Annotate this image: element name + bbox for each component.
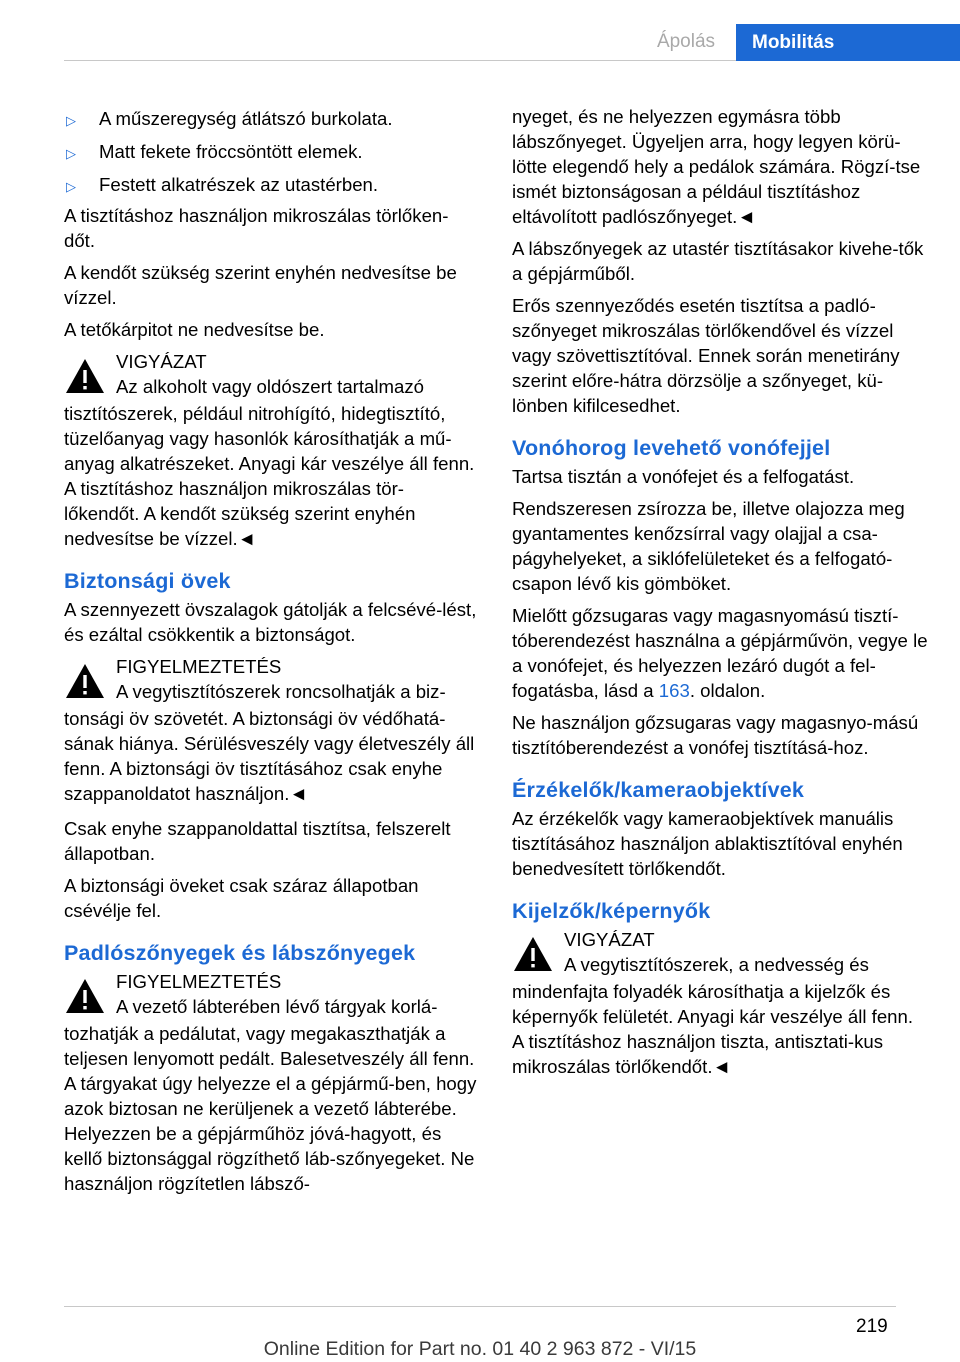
paragraph: Mielőtt gőzsugaras vagy magasnyomású tisztí-tóberendezést használna a gépjárművön, vegye le a vonófejet, és helyezzen lezáró dugót a fel-fogatásba, lásd a 163. oldalon. (512, 605, 928, 701)
triangle-bullet-icon: ▷ (66, 179, 76, 194)
paragraph: A tisztításhoz használjon mikroszálas törlőken-dőt. (64, 205, 449, 251)
paragraph: A szennyezett övszalagok gátolják a felcsévé-lést, és ezáltal csökkentik a biztonságot. (64, 599, 477, 645)
warning-text: tonsági öv szövetét. A biztonsági öv védőhatá-sának hiánya. Sérülésveszély vagy életveszély áll fenn. A biztonsági öv tisztításához csak enyhe szappanoldatot használjon.◄ (64, 708, 475, 804)
paragraph: Csak enyhe szappanoldattal tisztítsa, felszerelt állapotban. (64, 818, 451, 864)
warning-text: mindenfajta folyadék károsíthatja a kijelzők és képernyők felületét. Anyagi kár veszélye áll fenn. A tisztításhoz használjon tiszta, antisztati-kus mikroszálas törlőkendőt.◄ (512, 981, 914, 1077)
left-column (64, 104, 478, 1206)
warning-triangle-icon (64, 654, 116, 706)
warning-triangle-icon (512, 927, 564, 979)
list-item: ▷ Matt fekete fröccsöntött elemek. (64, 137, 478, 170)
warning-text: tisztítószerek, például nitrohígító, hidegtisztító, tüzelőanyag vagy hasonlók károsíthatják a mű-anyag alkatrészeket. Anyagi kár veszélye áll fenn. A tisztításhoz használjon mikroszálas tör-lőkendőt. A kendőt szükség szerint enyhén nedvesítse be vízzel.◄ (64, 403, 475, 549)
paragraph: Tartsa tisztán a vonófejet és a felfogatást. (512, 466, 855, 487)
paragraph: Erős szennyeződés esetén tisztítsa a padló-szőnyeget mikroszálas törlőkendővel és vízzel vagy szövettisztítóval. Ennek során menetirány szerint előre-hátra dörzsölje a szőnyeget, kü-lönben kifilcesedhet. (512, 295, 900, 416)
warning-triangle-icon (64, 349, 116, 401)
warning-title: FIGYELMEZTETÉS (116, 971, 282, 992)
warning-triangle-icon (64, 969, 116, 1021)
footer-edition: Online Edition for Part no. 01 40 2 963 872 - VI/15 (263, 1338, 697, 1360)
header-tab-apolas[interactable]: Ápolás (656, 31, 716, 52)
warning-title: FIGYELMEZTETÉS (116, 656, 282, 677)
paragraph: Rendszeresen zsírozza be, illetve olajozza meg gyantamentes kenőzsírral vagy olajjal a csa-págyhelyeket, a siklófelületeket és a felfogató-csapon lévő kis gömböket. (512, 498, 905, 594)
warning-title: VIGYÁZAT (116, 351, 207, 372)
page-reference-link[interactable]: 163 (658, 680, 690, 701)
paragraph: A biztonsági öveket csak száraz állapotban csévélje fel. (64, 875, 419, 921)
triangle-bullet-icon: ▷ (66, 113, 76, 128)
header-rule (64, 60, 736, 61)
caution-box (512, 927, 928, 1079)
warning-text: A vegytisztítószerek, a nedvesség és (564, 954, 869, 975)
paragraph: Ne használjon gőzsugaras vagy magasnyo-mású tisztítóberendezést a vonófej tisztításá-hoz. (512, 712, 919, 758)
paragraph: A kendőt szükség szerint enyhén nedvesítse be vízzel. (64, 262, 457, 308)
paragraph: A lábszőnyegek az utastér tisztításakor kivehe-tők a gépjárműből. (512, 238, 924, 284)
warning-text: A vezető lábterében lévő tárgyak korlá- (116, 996, 438, 1017)
warning-box (64, 654, 478, 806)
warning-text: tozhatják a pedálutat, vagy megakaszthatják a teljesen lenyomott pedált. Balesetveszély áll fenn. A tárgyakat úgy helyezze el a gépjármű-ben, hogy azok biztosan ne kerüljenek a vezető lábterébe. Helyezzen be a gépjárműhöz jóvá-hagyott, és kellő biztonsággal rögzíthető láb-szőnyegeket. Ne használjon rögzítetlen lábsző- (64, 1023, 477, 1194)
page-number: 219 (856, 1316, 888, 1337)
paragraph: A tetőkárpitot ne nedvesítse be. (64, 319, 325, 340)
section-heading-seatbelts: Biztonsági övek (64, 569, 231, 593)
list-item: ▷ Festett alkatrészek az utastérben. (64, 170, 478, 203)
list-item: ▷ A műszeregység átlátszó burkolata. (64, 104, 478, 137)
section-heading-tow-hitch: Vonóhorog levehető vonófejjel (512, 436, 831, 460)
caution-box (64, 349, 478, 551)
warning-title: VIGYÁZAT (564, 929, 655, 950)
footer-rule (64, 1306, 896, 1307)
section-heading-displays: Kijelzők/képernyők (512, 899, 711, 923)
right-column (512, 104, 928, 1089)
header-tab-mobilitas[interactable]: Mobilitás (736, 24, 960, 61)
warning-text: A vegytisztítószerek roncsolhatják a biz- (116, 681, 446, 702)
paragraph: Az érzékelők vagy kameraobjektívek manuális tisztításához használjon ablaktisztítóval enyhén benedvesített törlőkendőt. (512, 808, 903, 879)
warning-text: Az alkoholt vagy oldószert tartalmazó (116, 376, 424, 397)
triangle-bullet-icon: ▷ (66, 146, 76, 161)
warning-box (64, 969, 478, 1196)
section-heading-sensors: Érzékelők/kameraobjektívek (512, 778, 805, 802)
section-heading-floor-mats: Padlószőnyegek és lábszőnyegek (64, 941, 416, 965)
paragraph: nyeget, és ne helyezzen egymásra több lábszőnyeget. Ügyeljen arra, hogy legyen körü-lötte elegendő hely a pedálok számára. Rögzí-tse ismét biztonságosan a például tisztításhoz eltávolított padlószőnyeget.◄ (512, 106, 921, 227)
